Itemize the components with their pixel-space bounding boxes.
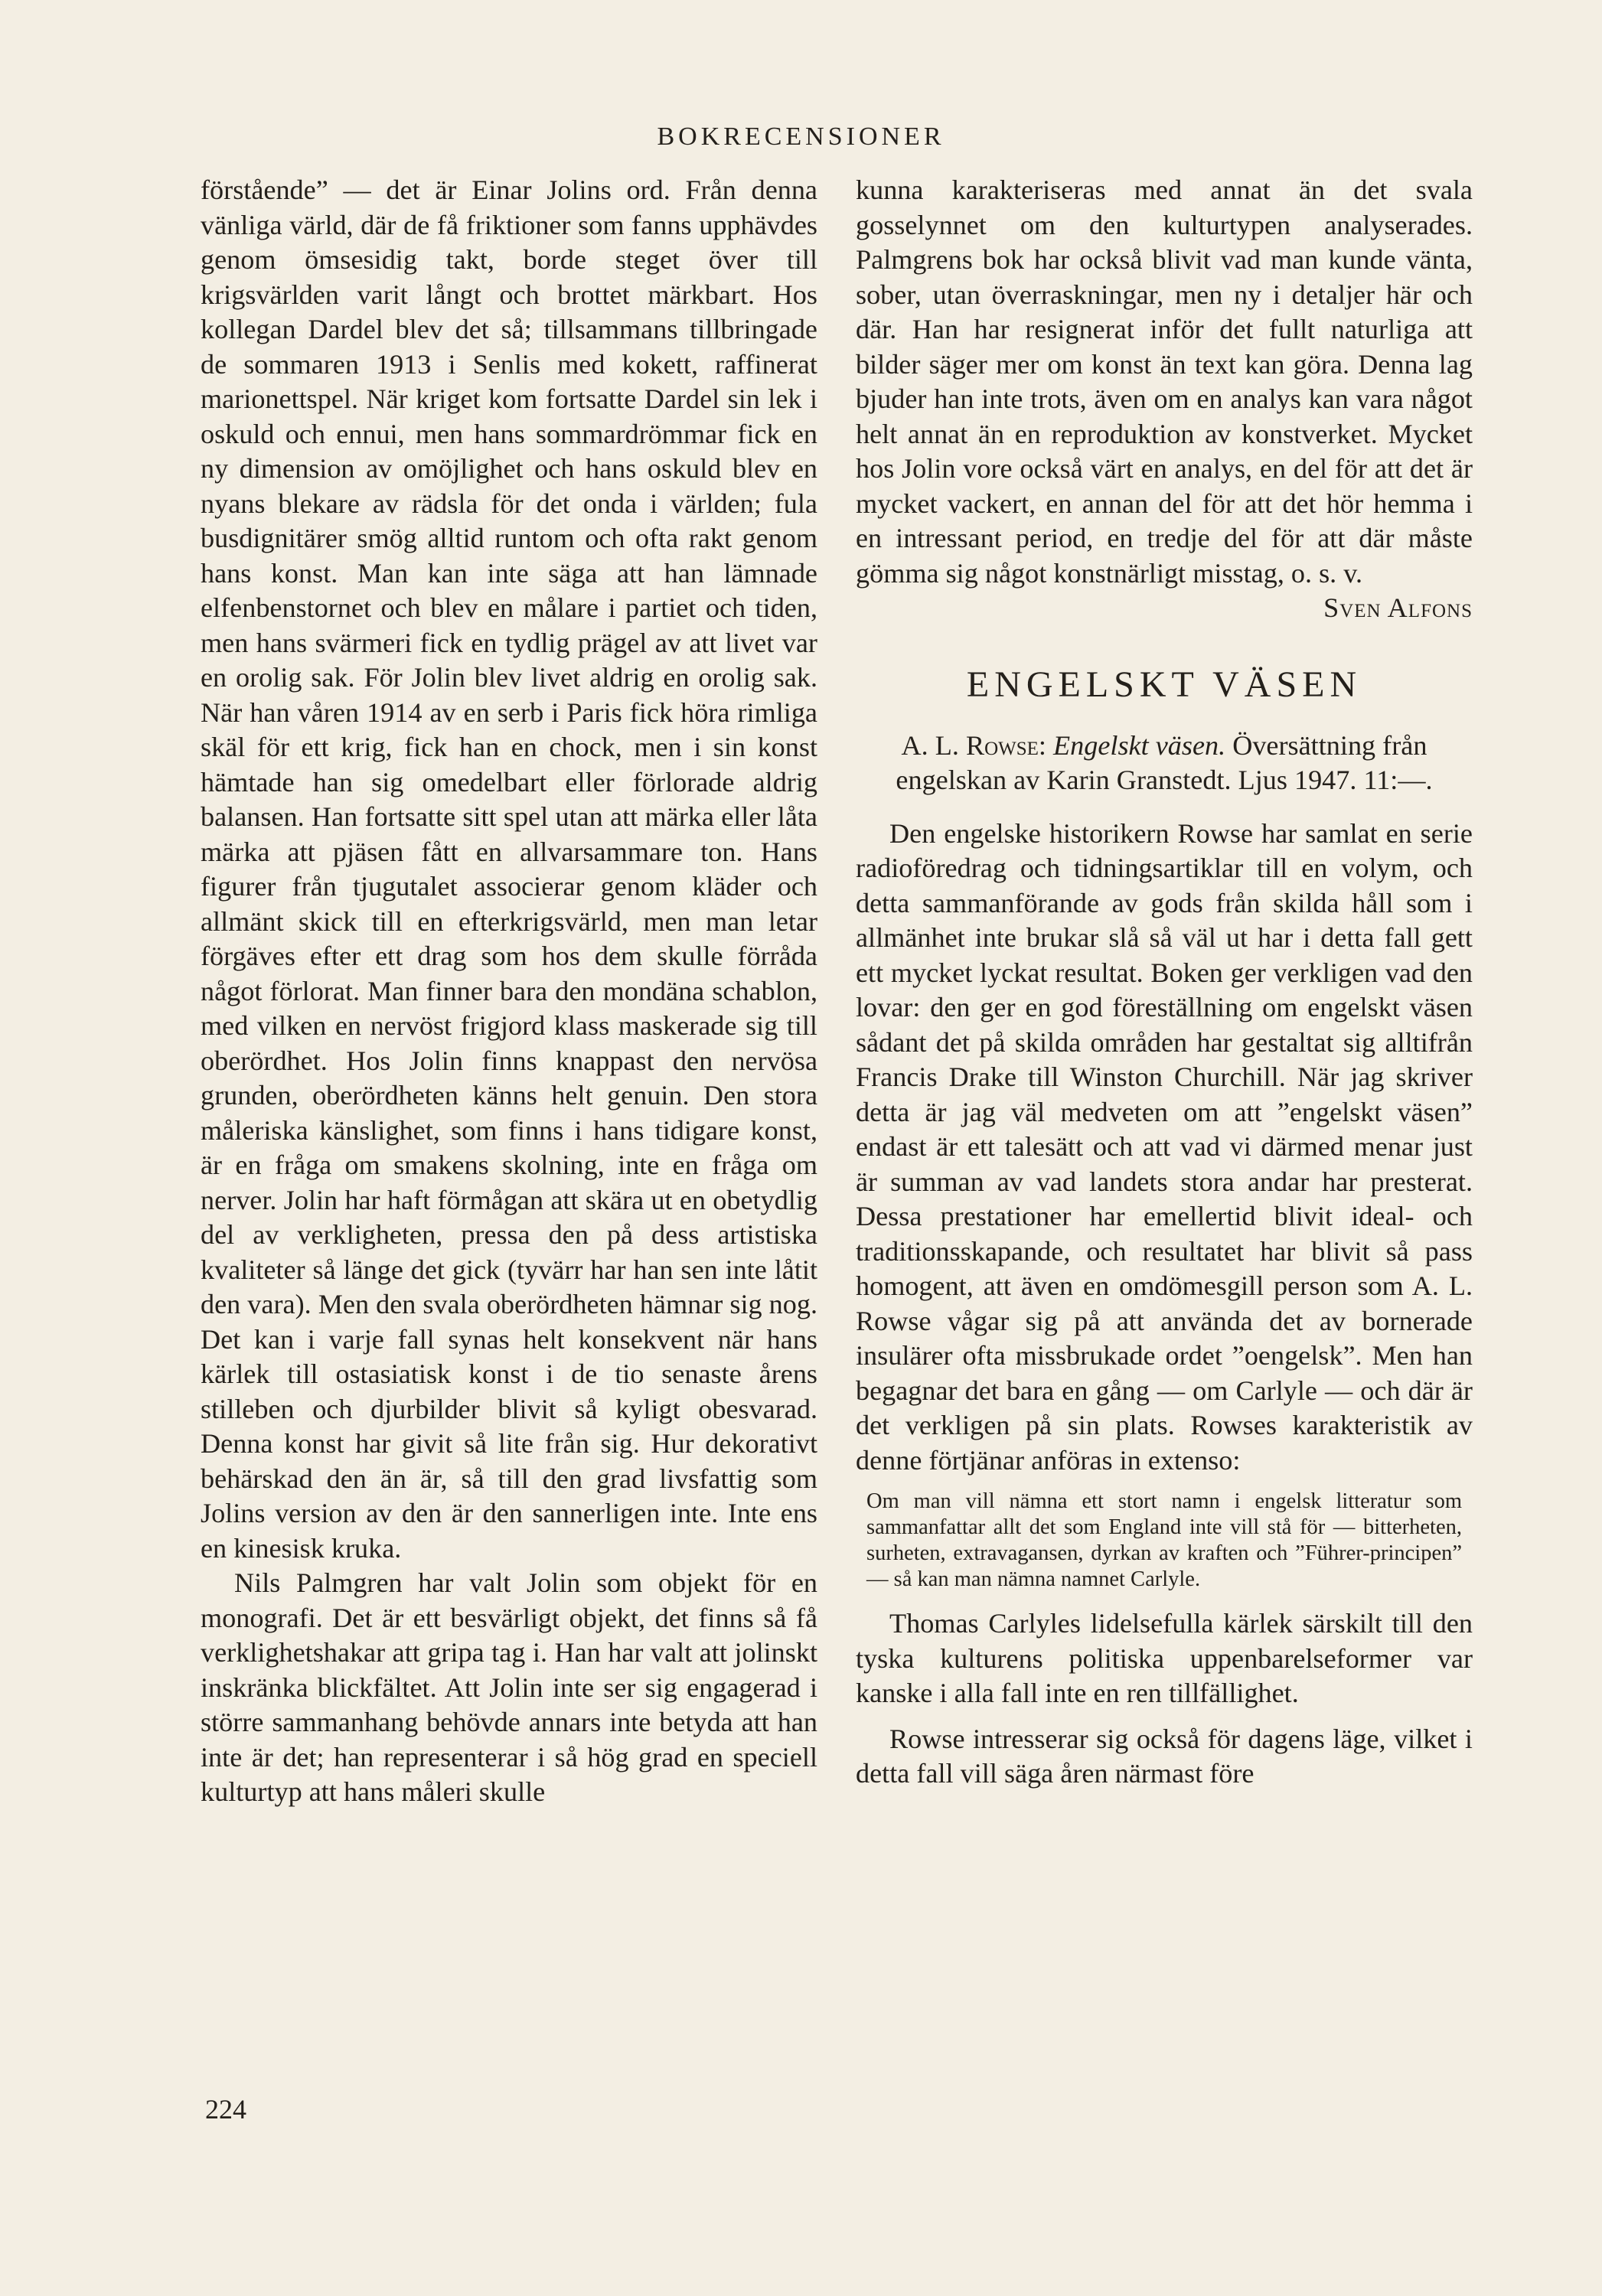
body-paragraph: Thomas Carlyles lidelsefulla kärlek särskilt till den tyska kulturens politiska uppenbarelseformer var kanske i alla fall inte en ren tillfällighet.	[856, 1608, 1473, 1708]
body-paragraph: förstående” — det är Einar Jolins ord. Från denna vänliga värld, där de få friktioner som fanns upphävdes genom ömsesidig takt, borde steget över till krigsvärlden varit långt och brottet märkbart. Hos kollegan Dardel blev det så; tillsammans tillbringade de sommaren 1913 i Senlis med kokett, raffinerat marionettspel. När kriget kom fortsatte Dardel sin lek i oskuld och ennui, men hans sommardrömmar fick en ny dimension av omöjlighet och hans oskuld blev en nyans blekare av rädsla för det onda i världen; fula busdignitärer smög alltid runtom och ofta rakt genom hans konst. Man kan inte säga att han lämnade elfenbenstornet och blev en målare i partiet och tiden, men hans svärmeri fick en tydlig prägel av att livet var en orolig sak. För Jolin blev livet aldrig en orolig sak. När han våren 1914 av en serb i Paris fick höra rimliga skäl för ett krig, fick han en chock, men i sin konst hämtade han sig omedelbart eller förlorade aldrig balansen. Han fortsatte sitt spel utan att märka eller låta märka att pjäsen fått en allvarsammare ton. Hans figurer från tjugutalet associerar genom kläder och allmänt skick till en efterkrigsvärld, men man letar förgäves efter ett drag som hos dem skulle förråda något förlorat. Man finner bara den mondäna schablon, med vilken en nervöst frigjord klass maskerade sig till oberördhet. Hos Jolin finns knappast den nervösa grunden, oberördheten känns helt genuin. Den stora måleriska känslighet, som finns i hans tidigare konst, är en fråga om smakens skolning, inte en fråga om nerver. Jolin har haft förmågan att skära ut en obetydlig del av verkligheten, pressa den på dess artistiska kvaliteter så länge det gick (tyvärr har han sen inte låtit den vara). Men den svala oberördheten hämnar sig nog. Det kan i varje fall synas helt konsekvent när hans kärlek till ostasiatisk konst i de tio senaste årens stilleben och djurbilder blivit så kyligt obesvarad. Denna konst har givit så lite från sig. Hur dekorativt behärskad den än är, så till den grad livsfattig som Jolins version av den är den sannerligen inte. Inte ens en kinesisk kruka.	[201, 174, 817, 1564]
page-number: 224	[205, 2094, 246, 2125]
citation-details: Översättning från engelskan av Karin Granstedt. Ljus 1947. 11:—.	[896, 729, 1433, 795]
body-paragraph: Rowse intresserar sig också för dagens läge, vilket i detta fall vill säga åren närmast före	[856, 1723, 1473, 1789]
book-citation	[856, 729, 1473, 798]
citation-author: A. L. Rowse:	[901, 729, 1046, 761]
running-header: BOKRECENSIONER	[657, 122, 945, 151]
reviewer-signature: Sven Alfons	[1323, 592, 1473, 623]
body-paragraph: Nils Palmgren har valt Jolin som objekt för en monografi. Det är ett besvärligt objekt, det finns så få verklighetshakar att gripa tag i. Han har valt att jolinskt inskränka blickfältet. Att Jolin inte ser sig engagerad i större sammanhang behövde annars inte betyda att han inte är det; han representerar i så hög grad en speciell kulturtyp att hans måleri skulle	[201, 1567, 817, 1807]
body-paragraph: kunna karakteriseras med annat än det svala gosselynnet om den kulturtypen analyserades. Palmgrens bok har också blivit vad man kunde vänta, sober, utan överraskningar, men ny i detaljer här och där. Han har resignerat inför det fullt naturliga att bilder säger mer om konst än text kan göra. Denna lag bjuder han inte trots, även om en analys kan vara något helt annat än en reproduktion av konstverket. Mycket hos Jolin vore också värt en analys, en del för att det är mycket vackert, en annan del för att det hör hemma i en intressant period, en tredje del för att där måste gömma sig något konstnärligt misstag, o. s. v.	[856, 174, 1473, 589]
block-quote: Om man vill nämna ett stort namn i engelsk litteratur som sammanfattar allt det som England inte vill stå för — bitterheten, surheten, extravagansen, dyrkan av kraften och ”Führer-principen” — så kan man nämna namnet Carlyle.	[866, 1489, 1462, 1591]
body-paragraph: Den engelske historikern Rowse har samlat en serie radioföredrag och tidningsartiklar till en volym, och detta sammanförande av gods från skilda håll som i allmänhet inte brukar slå så väl ut har i detta fall gett ett mycket lyckat resultat. Boken ger verkligen vad den lovar: den ger en god föreställning om engelskt väsen sådant det på skilda områden har gestaltat sig alltifrån Francis Drake till Winston Churchill. När jag skriver detta är jag väl medveten om att ”engelskt väsen” endast är ett talesätt och att vad vi därmed menar just är summan av vad landets stora andar har presterat. Dessa prestationer har emellertid blivit ideal- och traditionsskapande, och resultatet har blivit så pass homogent, att även en omdömesgill person som A. L. Rowse vågar sig på att använda det av bornerade insulärer ofta missbrukade ordet ”oengelsk”. Men han begagnar det bara en gång — om Carlyle — och där är det verkligen på sin plats. Rowses karakteristik av denne förtjänar anföras in extenso:	[856, 817, 1473, 1476]
section-title: ENGELSKT VÄSEN	[966, 664, 1362, 705]
right-column	[856, 173, 1473, 1792]
left-column	[201, 173, 817, 1810]
citation-title: Engelskt väsen.	[1053, 729, 1226, 761]
